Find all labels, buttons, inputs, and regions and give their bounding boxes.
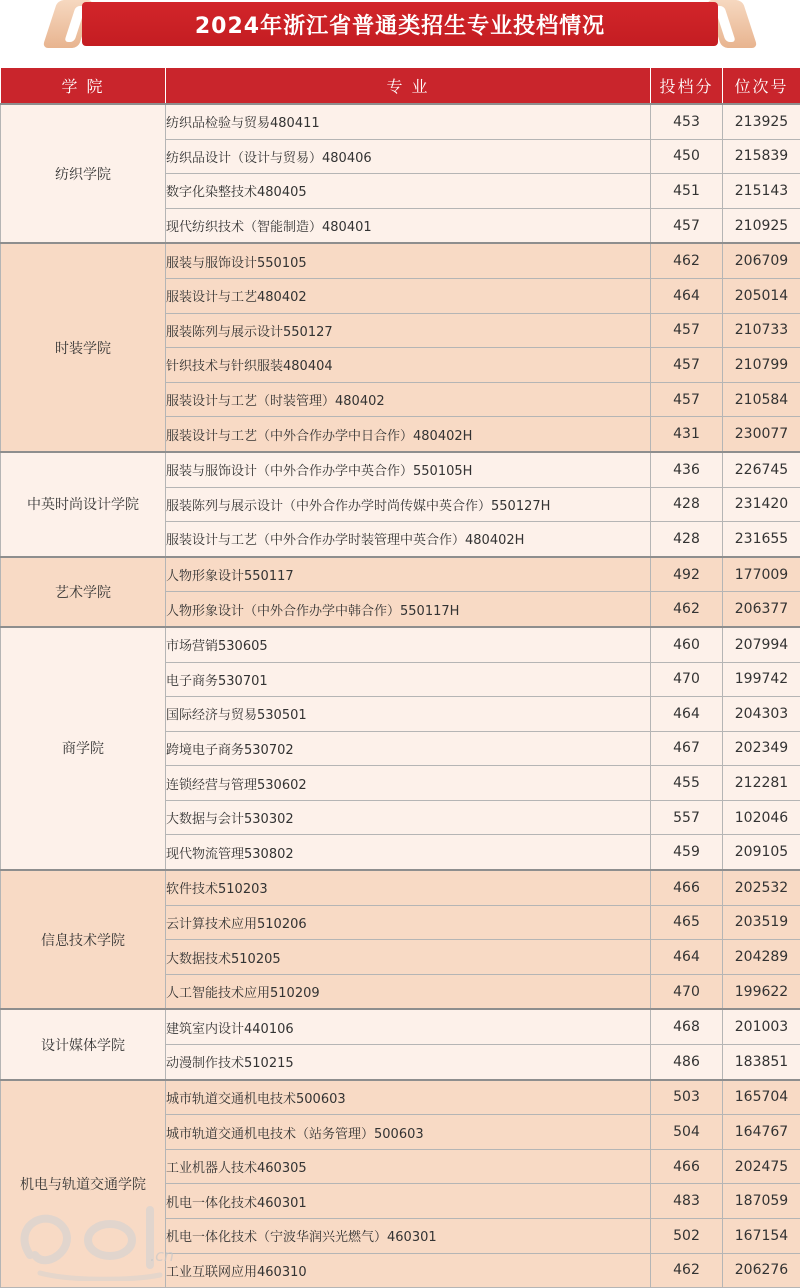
- rank-cell: 202475: [723, 1149, 800, 1184]
- rank-cell: 226745: [723, 452, 800, 487]
- table-row: [1, 243, 800, 278]
- score-cell: 503: [651, 1080, 723, 1115]
- score-cell: 453: [651, 104, 723, 139]
- table-row: [1, 1080, 800, 1115]
- page-title: 2024年浙江省普通类招生专业投档情况: [82, 2, 718, 46]
- header-score: 投档分: [651, 68, 723, 105]
- major-cell: 纺织品设计（设计与贸易）480406: [166, 139, 651, 174]
- rank-cell: 210925: [723, 208, 800, 243]
- rank-cell: 210799: [723, 348, 800, 383]
- table-row: [1, 452, 800, 487]
- score-cell: 462: [651, 592, 723, 627]
- major-cell: 工业机器人技术460305: [166, 1149, 651, 1184]
- rank-cell: 215839: [723, 139, 800, 174]
- major-cell: 动漫制作技术510215: [166, 1045, 651, 1080]
- header-rank: 位次号: [723, 68, 800, 105]
- rank-cell: 206276: [723, 1253, 800, 1288]
- major-cell: 服装陈列与展示设计（中外合作办学时尚传媒中英合作）550127H: [166, 487, 651, 522]
- college-cell: 纺织学院: [1, 104, 166, 243]
- score-cell: 483: [651, 1184, 723, 1219]
- score-cell: 457: [651, 382, 723, 417]
- header-college: 学 院: [1, 68, 166, 105]
- rank-cell: 204289: [723, 940, 800, 975]
- college-cell: 商学院: [1, 627, 166, 870]
- rank-cell: 199622: [723, 974, 800, 1009]
- rank-cell: 165704: [723, 1080, 800, 1115]
- rank-cell: 210733: [723, 313, 800, 348]
- rank-cell: 167154: [723, 1219, 800, 1254]
- score-cell: 470: [651, 662, 723, 697]
- major-cell: 城市轨道交通机电技术500603: [166, 1080, 651, 1115]
- major-cell: 服装设计与工艺（中外合作办学时装管理中英合作）480402H: [166, 522, 651, 557]
- header-major: 专 业: [166, 68, 651, 105]
- major-cell: 机电一体化技术（宁波华润兴光燃气）460301: [166, 1219, 651, 1254]
- rank-cell: 202532: [723, 870, 800, 905]
- major-cell: 软件技术510203: [166, 870, 651, 905]
- college-cell: 中英时尚设计学院: [1, 452, 166, 557]
- major-cell: 服装陈列与展示设计550127: [166, 313, 651, 348]
- rank-cell: 210584: [723, 382, 800, 417]
- major-cell: 人物形象设计（中外合作办学中韩合作）550117H: [166, 592, 651, 627]
- rank-cell: 231420: [723, 487, 800, 522]
- major-cell: 数字化染整技术480405: [166, 174, 651, 209]
- score-cell: 486: [651, 1045, 723, 1080]
- score-cell: 457: [651, 348, 723, 383]
- rank-cell: 205014: [723, 278, 800, 313]
- table-row: [1, 870, 800, 905]
- rank-cell: 206377: [723, 592, 800, 627]
- score-cell: 450: [651, 139, 723, 174]
- score-cell: 504: [651, 1115, 723, 1150]
- score-cell: 557: [651, 800, 723, 835]
- score-cell: 468: [651, 1009, 723, 1044]
- major-cell: 纺织品检验与贸易480411: [166, 104, 651, 139]
- rank-cell: 203519: [723, 905, 800, 940]
- rank-cell: 183851: [723, 1045, 800, 1080]
- college-cell: 设计媒体学院: [1, 1009, 166, 1079]
- major-cell: 服装设计与工艺480402: [166, 278, 651, 313]
- major-cell: 大数据技术510205: [166, 940, 651, 975]
- rank-cell: 204303: [723, 697, 800, 732]
- table-header-row: [1, 68, 800, 105]
- college-cell: 艺术学院: [1, 557, 166, 627]
- major-cell: 机电一体化技术460301: [166, 1184, 651, 1219]
- score-cell: 466: [651, 1149, 723, 1184]
- score-cell: 464: [651, 697, 723, 732]
- table-row: [1, 627, 800, 662]
- score-cell: 428: [651, 522, 723, 557]
- major-cell: 服装设计与工艺（中外合作办学中日合作）480402H: [166, 417, 651, 452]
- score-cell: 464: [651, 278, 723, 313]
- rank-cell: 102046: [723, 800, 800, 835]
- rank-cell: 187059: [723, 1184, 800, 1219]
- rank-cell: 207994: [723, 627, 800, 662]
- college-cell: 时装学院: [1, 243, 166, 452]
- table-row: [1, 557, 800, 592]
- score-cell: 460: [651, 627, 723, 662]
- admission-table: [0, 67, 800, 1288]
- score-cell: 502: [651, 1219, 723, 1254]
- score-cell: 462: [651, 243, 723, 278]
- score-cell: 451: [651, 174, 723, 209]
- rank-cell: 231655: [723, 522, 800, 557]
- score-cell: 464: [651, 940, 723, 975]
- score-cell: 455: [651, 766, 723, 801]
- score-cell: 436: [651, 452, 723, 487]
- rank-cell: 177009: [723, 557, 800, 592]
- score-cell: 465: [651, 905, 723, 940]
- major-cell: 大数据与会计530302: [166, 800, 651, 835]
- major-cell: 市场营销530605: [166, 627, 651, 662]
- score-cell: 467: [651, 731, 723, 766]
- rank-cell: 212281: [723, 766, 800, 801]
- rank-cell: 202349: [723, 731, 800, 766]
- score-cell: 492: [651, 557, 723, 592]
- title-banner: [0, 0, 800, 60]
- score-cell: 470: [651, 974, 723, 1009]
- major-cell: 服装设计与工艺（时装管理）480402: [166, 382, 651, 417]
- score-cell: 431: [651, 417, 723, 452]
- college-cell: 信息技术学院: [1, 870, 166, 1009]
- rank-cell: 164767: [723, 1115, 800, 1150]
- major-cell: 跨境电子商务530702: [166, 731, 651, 766]
- major-cell: 建筑室内设计440106: [166, 1009, 651, 1044]
- major-cell: 服装与服饰设计（中外合作办学中英合作）550105H: [166, 452, 651, 487]
- major-cell: 针织技术与针织服装480404: [166, 348, 651, 383]
- major-cell: 人工智能技术应用510209: [166, 974, 651, 1009]
- major-cell: 城市轨道交通机电技术（站务管理）500603: [166, 1115, 651, 1150]
- major-cell: 人物形象设计550117: [166, 557, 651, 592]
- rank-cell: 206709: [723, 243, 800, 278]
- table-row: [1, 104, 800, 139]
- table-body: [1, 104, 800, 1288]
- rank-cell: 209105: [723, 835, 800, 870]
- score-cell: 457: [651, 313, 723, 348]
- college-cell: 机电与轨道交通学院: [1, 1080, 166, 1288]
- score-cell: 462: [651, 1253, 723, 1288]
- major-cell: 云计算技术应用510206: [166, 905, 651, 940]
- score-cell: 457: [651, 208, 723, 243]
- major-cell: 现代物流管理530802: [166, 835, 651, 870]
- rank-cell: 230077: [723, 417, 800, 452]
- major-cell: 现代纺织技术（智能制造）480401: [166, 208, 651, 243]
- rank-cell: 213925: [723, 104, 800, 139]
- score-cell: 466: [651, 870, 723, 905]
- rank-cell: 201003: [723, 1009, 800, 1044]
- score-cell: 459: [651, 835, 723, 870]
- major-cell: 连锁经营与管理530602: [166, 766, 651, 801]
- watermark-text: .cn: [150, 1246, 174, 1265]
- major-cell: 工业互联网应用460310: [166, 1253, 651, 1288]
- major-cell: 服装与服饰设计550105: [166, 243, 651, 278]
- rank-cell: 215143: [723, 174, 800, 209]
- major-cell: 国际经济与贸易530501: [166, 697, 651, 732]
- table-row: [1, 1009, 800, 1044]
- score-cell: 428: [651, 487, 723, 522]
- rank-cell: 199742: [723, 662, 800, 697]
- major-cell: 电子商务530701: [166, 662, 651, 697]
